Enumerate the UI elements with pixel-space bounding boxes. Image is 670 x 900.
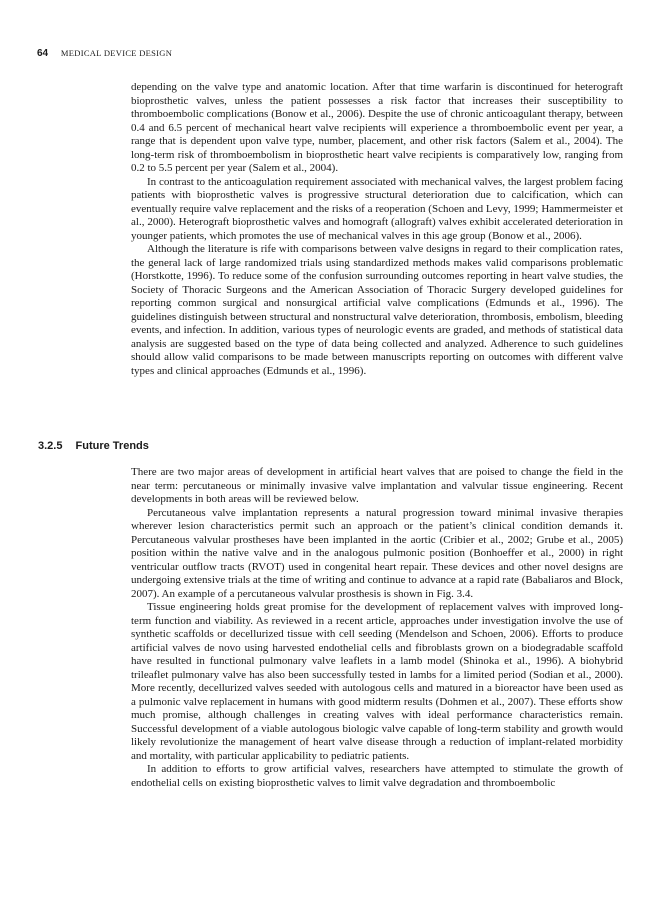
paragraph: In addition to efforts to grow artificial valves, researchers have attempted to stimulate the growth of endothelial cells on existing bioprosthetic valves to limit valve degradation and thromboembolic xyxy=(131,763,623,789)
body-text-top xyxy=(131,81,623,378)
paragraph: In contrast to the anticoagulation requirement associated with mechanical valves, the largest problem facing patients with bioprosthetic valves is progressive structural deterioration due to calcification, which can eventually require valve replacement and the risks of a reoperation (Schoen and Levy, 1999; Hammermeister et al., 2000). Heterograft bioprosthetic valves and homograft (allograft) valves exhibit accelerated deterioration in younger patients, which promotes the use of mechanical valves in this age group (Bonow et al., 2006). xyxy=(131,175,623,242)
paragraph: There are two major areas of development in artificial heart valves that are poised to change the field in the near term: percutaneous or minimally invasive valve implantation and valvular tissue engineering. Recent developments in both areas will be reviewed below. xyxy=(131,466,623,505)
section-title: Future Trends xyxy=(75,440,149,452)
running-title: MEDICAL DEVICE DESIGN xyxy=(60,48,173,58)
paragraph: Although the literature is rife with comparisons between valve designs in regard to their complication rates, the general lack of large randomized trials using standardized methods makes valid comparisons problematic (Horstkotte, 1996). To reduce some of the confusion surrounding outcomes reporting in heart valve studies, the Society of Thoracic Surgeons and the American Association of Thoracic Surgery developed guidelines for reporting common surgical and nonsurgical artificial valve complications (Edmunds et al., 1996). The guidelines distinguish between structural and nonstructural valve deterioration, thrombosis, embolism, bleeding events, and infection. In addition, various types of neurologic events are graded, and methods of statistical data analysis are suggested based on the type of data being collected and analyzed. Adherence to such guidelines should allow valid comparisons to be made between manuscripts reporting on outcomes with different valve types and clinical approaches (Edmunds et al., 1996). xyxy=(131,243,623,377)
section-heading xyxy=(38,440,149,452)
paragraph: depending on the valve type and anatomic location. After that time warfarin is discontinued for heterograft bioprosthetic valves, unless the patient possesses a risk factor that increases their susceptibility to thromboembolic complications (Bonow et al., 2006). Despite the use of chronic anticoagulant therapy, between 0.4 and 6.5 percent of mechanical heart valve recipients will experience a thromboembolic event per year, a range that is dependent upon valve type, number, placement, and other risk factors (Salem et al., 2004). The long-term risk of thromboembolism in bioprosthetic heart valve recipients is comparatively low, ranging from 0.2 to 5.5 percent per year (Salem et al., 2004). xyxy=(131,81,623,174)
page-number: 64 xyxy=(37,48,49,59)
running-header xyxy=(37,48,172,59)
paragraph: Percutaneous valve implantation represents a natural progression toward minimal invasive therapies wherever lesion characteristics permit such an approach or the patient’s clinical condition demands it. Percutaneous valvular prostheses have been implanted in the aortic (Cribier et al., 2002; Grube et al., 2005) position within the native valve and in the analogous pulmonic position (Bonhoeffer et al., 2000) in right ventricular outflow tracts (RVOT) used in congenital heart repair. These devices and other novel designs are undergoing extensive trials at the time of writing and continue to advance at a rapid rate (Babaliaros and Block, 2007). An example of a percutaneous valvular prosthesis is shown in Fig. 3.4. xyxy=(131,506,623,600)
paragraph: Tissue engineering holds great promise for the development of replacement valves with improved long-term function and viability. As reviewed in a recent article, approaches under investigation involve the use of synthetic scaffolds or decellurized tissue with cell seeding (Mendelson and Schoen, 2006). Efforts to produce artificial valves de novo using harvested endothelial cells and fibroblasts grown on a biodegradable scaffold have resulted in functional pulmonary valve leaflets in a lamb model (Shinoka et al., 1996). A biohybrid trileaflet pulmonary valve has also been successfully tested in lambs for a limited period (Sodian et al., 2000). More recently, decellurized valves seeded with autologous cells and matured in a bioreactor have been used as a pulmonic valve replacement in humans with good midterm results (Dohmen et al., 2007). These efforts show much promise, although challenges in creating valves with ideal performance characteristics remain. Successful development of a viable autologous biologic valve capable of long-term stability and growth would likely revolutionize the management of heart valve disease through a reduction of implant-related morbidity and mortality, with particular applicability to pediatric patients. xyxy=(131,601,623,762)
section-number: 3.2.5 xyxy=(38,440,63,452)
body-text-bottom xyxy=(131,466,623,790)
